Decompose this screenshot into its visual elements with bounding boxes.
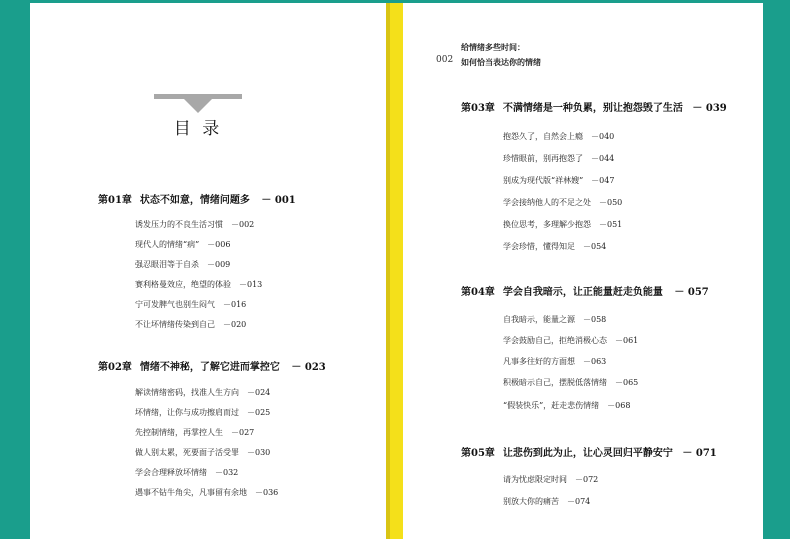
chapter-page: － 023 (291, 362, 326, 373)
chapter-number: 第04章 (461, 287, 495, 298)
title-triangle-decoration (184, 99, 212, 113)
chapter-heading (461, 444, 717, 459)
toc-entry: 遇事不钻牛角尖，凡事留有余地 －036 (135, 488, 279, 497)
chapter-title: 状态不如意，情绪问题多 (139, 195, 250, 206)
chapter-title: 不满情绪是一种负累，别让抱怨毁了生活 (502, 103, 683, 114)
chapter-heading (98, 358, 326, 373)
chapter-page: － 001 (261, 195, 296, 206)
chapter-number: 第03章 (461, 103, 495, 114)
chapter-heading (461, 99, 727, 114)
chapter-number: 第01章 (98, 195, 132, 206)
toc-entry: 做人别太累，死要面子活受罪 －030 (135, 448, 271, 457)
toc-entry: 珍惜眼前，别再抱怨了 －044 (503, 154, 615, 163)
toc-entry: 坏情绪，让你与成功擦肩而过 －025 (135, 408, 271, 417)
chapter-page: － 039 (692, 103, 727, 114)
chapter-title: 情绪不神秘，了解它进而掌控它 (139, 362, 280, 373)
toc-entry: 先控制情绪，再掌控人生 －027 (135, 428, 255, 437)
toc-entry: 不让坏情绪传染到自己 －020 (135, 320, 247, 329)
chapter-heading (98, 191, 296, 206)
chapter-page: － 057 (674, 287, 709, 298)
toc-entry: “假装快乐”，赶走悲伤情绪 －068 (503, 401, 631, 410)
toc-entry: 现代人的情绪“病” －006 (135, 240, 231, 249)
toc-entry: 赛利格曼效应，绝望的体验 －013 (135, 280, 263, 289)
toc-entry: 学会珍惜，懂得知足 －054 (503, 242, 607, 251)
chapter-title: 学会自我暗示，让正能量赶走负能量 (502, 287, 663, 298)
running-header-line2: 如何恰当表达你的情绪 (461, 57, 541, 67)
toc-entry: 凡事多往好的方面想 －063 (503, 357, 607, 366)
toc-entry: 抱怨久了，自然会上瘾 －040 (503, 132, 615, 141)
toc-entry: 解读情绪密码，找准人生方向 －024 (135, 388, 271, 397)
chapter-page: － 071 (682, 448, 717, 459)
chapter-heading (461, 283, 709, 298)
left-page (30, 3, 386, 539)
toc-title: 目 录 (173, 119, 223, 139)
toc-entry: 自我暗示，能量之源 －058 (503, 315, 607, 324)
chapter-number: 第05章 (461, 448, 495, 459)
toc-entry: 积极暗示自己，摆脱低落情绪 －065 (503, 378, 639, 387)
toc-entry: 别放大你的痛苦 －074 (503, 497, 591, 506)
toc-entry: 学会接纳他人的不足之处 －050 (503, 198, 623, 207)
chapter-title: 让悲伤到此为止，让心灵回归平静安宁 (502, 448, 673, 459)
toc-entry: 宁可发脾气也别生闷气 －016 (135, 300, 247, 309)
toc-entry: 强忍眼泪等于自杀 －009 (135, 260, 231, 269)
page-number: 002 (436, 55, 454, 65)
toc-entry: 诱发压力的不良生活习惯 －002 (135, 220, 255, 229)
toc-entry: 学会合理释放坏情绪 －032 (135, 468, 239, 477)
toc-entry: 学会鼓励自己，拒绝消极心态 －061 (503, 336, 639, 345)
chapter-number: 第02章 (98, 362, 132, 373)
toc-entry: 换位思考，多理解少抱怨 －051 (503, 220, 623, 229)
spine-shadow (386, 3, 390, 539)
toc-entry: 别成为现代版“祥林嫂” －047 (503, 176, 615, 185)
toc-entry: 请为忧虑限定时间 －072 (503, 475, 599, 484)
toc-title-block (154, 94, 242, 154)
running-header-line1: 给情绪多些时间： (461, 42, 525, 52)
